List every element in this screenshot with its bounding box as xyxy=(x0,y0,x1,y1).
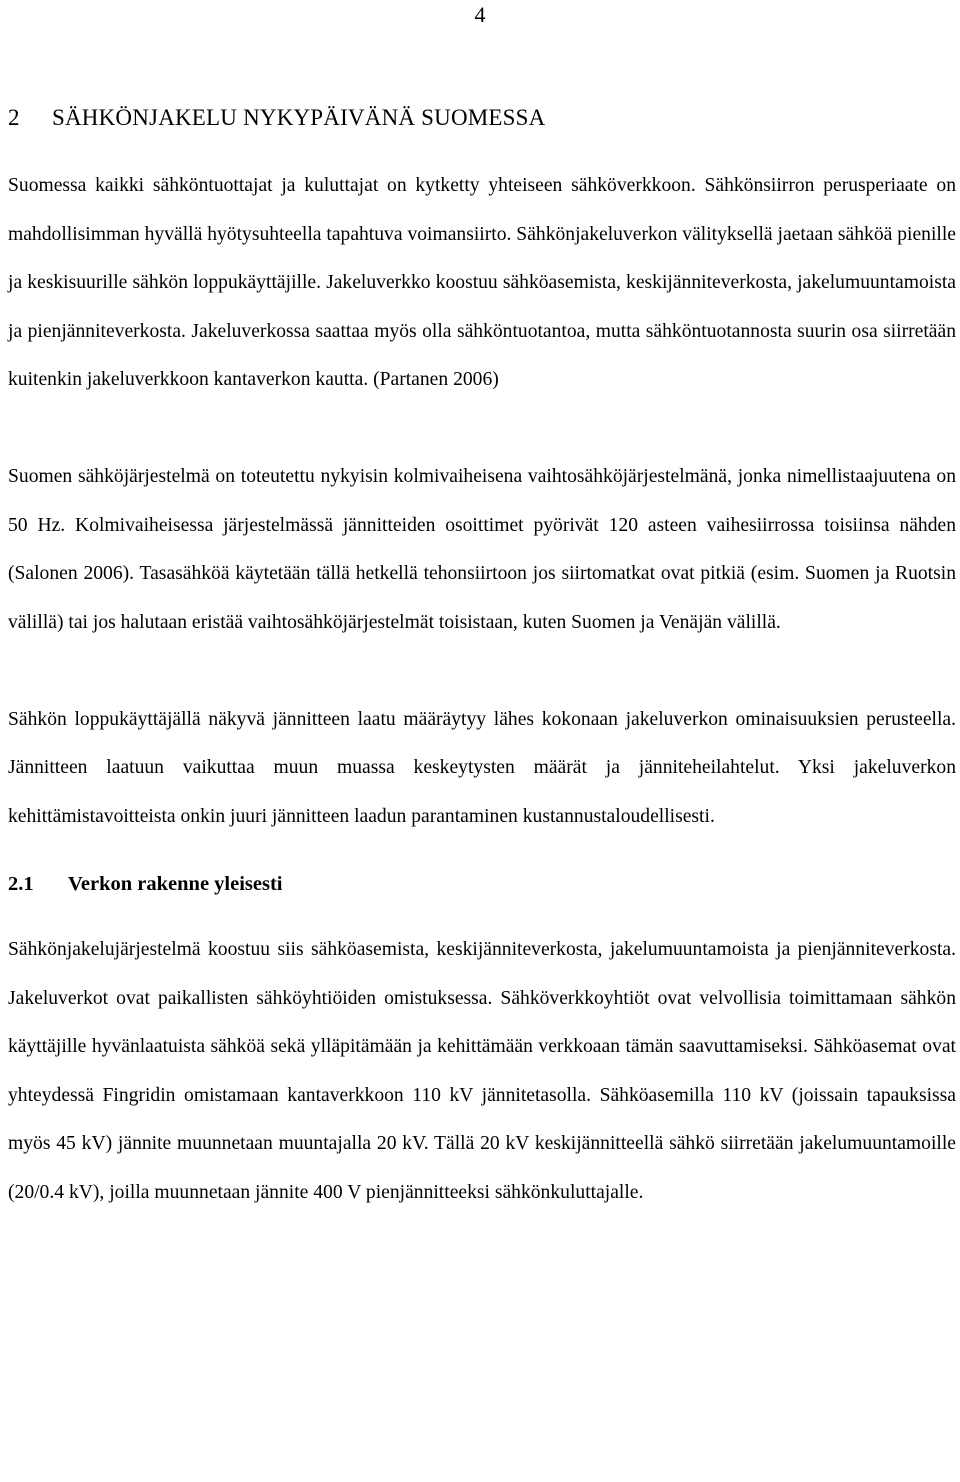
section-heading xyxy=(8,864,956,904)
document-body xyxy=(8,98,956,1217)
chapter-heading xyxy=(8,98,956,138)
paragraph-network-structure: Sähkönjakelujärjestelmä koostuu siis sähköasemista, keskijänniteverkosta, jakelumuuntamoista ja pienjänniteverkosta. Jakeluverkot ovat paikallisten sähköyhtiöiden omistuksessa. Sähköverkkoyhtiöt ovat velvollisia toimittamaan sähkön käyttäjille hyvänlaatuista sähköä sekä ylläpitämään ja kehittämään verkkoaan tämän saavuttamiseksi. Sähköasemat ovat yhteydessä Fingridin omistamaan kantaverkkoon 110 kV jännitetasolla. Sähköasemilla 110 kV (joissain tapauksissa myös 45 kV) jännite muunnetaan muuntajalla 20 kV. Tällä 20 kV keskijännitteellä sähkö siirretään jakelumuuntamoille (20/0.4 kV), joilla muunnetaan jännite 400 V pienjännitteeksi sähkönkuluttajalle. xyxy=(8,939,956,1203)
paragraph-intro: Suomessa kaikki sähköntuottajat ja kuluttajat on kytketty yhteiseen sähköverkkoon. Sähkönsiirron perusperiaate on mahdollisimman hyvällä hyötysuhteella tapahtuva voimansiirto. Sähkönjakeluverkon välityksellä jaetaan sähköä pienille ja keskisuurille sähkön loppukäyttäjille. Jakeluverkko koostuu sähköasemista, keskijänniteverkosta, jakelumuuntamoista ja pienjänniteverkosta. Jakeluverkossa saattaa myös olla sähköntuotantoa, mutta sähköntuotannosta suurin osa siirretään kuitenkin jakeluverkkoon kantaverkon kautta. (Partanen 2006) xyxy=(8,175,956,390)
section-number: 2.1 xyxy=(8,873,34,895)
paragraph-voltage-quality: Sähkön loppukäyttäjällä näkyvä jännitteen laatu määräytyy lähes kokonaan jakeluverkon ominaisuuksien perusteella. Jännitteen laatuun vaikuttaa muun muassa keskeytysten määrät ja jänniteheilahtelut. Yksi jakeluverkon kehittämistavoitteista onkin juuri jännitteen laadun parantaminen kustannustaloudellisesti. xyxy=(8,708,956,827)
chapter-number: 2 xyxy=(8,105,20,130)
chapter-title: SÄHKÖNJAKELU NYKYPÄIVÄNÄ SUOMESSA xyxy=(52,105,546,130)
section-title: Verkon rakenne yleisesti xyxy=(68,873,283,895)
page-number: 4 xyxy=(474,2,486,27)
paragraph-power-system: Suomen sähköjärjestelmä on toteutettu nykyisin kolmivaiheisena vaihtosähköjärjestelmänä, jonka nimellistaajuutena on 50 Hz. Kolmivaiheisessa järjestelmässä jännitteiden osoittimet pyörivät 120 asteen vaihesiirrossa toisiinsa nähden (Salonen 2006). Tasasähköä käytetään tällä hetkellä tehonsiirtoon jos siirtomatkat ovat pitkiä (esim. Suomen ja Ruotsin välillä) tai jos halutaan eristää vaihtosähköjärjestelmät toisistaan, kuten Suomen ja Venäjän välillä. xyxy=(8,466,956,633)
